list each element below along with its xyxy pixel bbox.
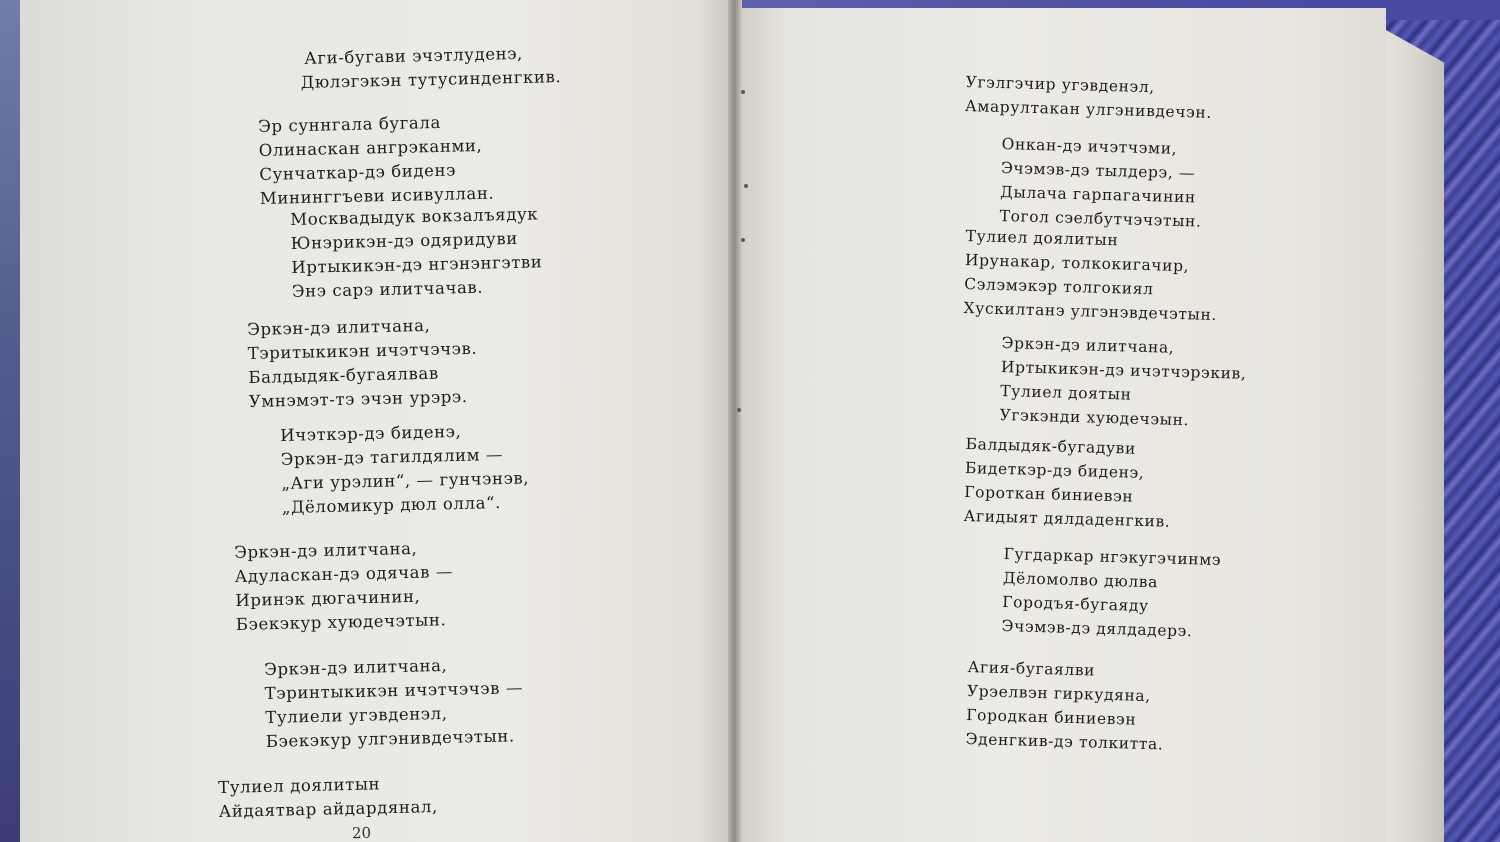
left-stanza-2	[258, 110, 495, 211]
left-stanza-4	[247, 313, 479, 414]
verse-line: Москвадыдук вокзалъядук	[290, 204, 539, 229]
verse-line: Ирунакар, толкокигачир,	[964, 250, 1190, 276]
verse-line: Иртыкикэн-дэ нгэнэнгэтви	[291, 252, 543, 277]
left-stanza-6	[234, 536, 454, 637]
verse-line: Эчэмэв-дэ дялдадерэ.	[1001, 616, 1193, 641]
verse-line: Городкан биниевэн	[966, 705, 1137, 729]
verse-line: Дёломолво дюлва	[1002, 568, 1159, 592]
verse-line: Балдыдяк-бугаялвав	[248, 363, 439, 387]
right-stanza-1	[965, 70, 1213, 125]
verse-line: Дюлэгэкэн тутусинденгкив.	[300, 67, 562, 92]
verse-line: „Аги урэлин“, — гунчэнэв,	[281, 468, 530, 493]
binding-thread	[737, 408, 741, 412]
verse-line: Умнэмэт-тэ эчэн урэрэ.	[248, 387, 468, 411]
verse-line: Тулиел доялитын	[965, 226, 1119, 250]
right-stanza-4	[999, 331, 1247, 434]
left-stanza-7	[264, 652, 524, 754]
verse-line: Олинаскан ангрэканми,	[258, 135, 483, 160]
verse-line: Городъя-бугаяду	[1002, 592, 1150, 616]
page-stack-edge	[1386, 30, 1444, 842]
verse-line: Эденгкив-дэ толкитта.	[965, 729, 1164, 754]
verse-line: Угэкэнди хуюдечэын.	[999, 405, 1190, 430]
verse-line: Иринэк дюгачинин,	[235, 586, 421, 610]
book-gutter	[728, 0, 742, 842]
right-stanza-5	[963, 432, 1172, 534]
verse-line: Сэлэмэкэр толгокиял	[964, 274, 1154, 299]
verse-line: Эркэн-дэ илитчана,	[1001, 333, 1175, 357]
verse-line: Мининггъеви исивуллан.	[259, 183, 495, 208]
verse-line: Угэлгэчир угэвденэл,	[965, 72, 1156, 97]
verse-line: Дылача гарпагачинин	[1000, 182, 1197, 207]
verse-line: Эчэмэв-дэ тылдерэ, —	[1000, 158, 1196, 183]
verse-line: Иртыкикэн-дэ ичэтчэрэкив,	[1000, 357, 1247, 383]
verse-line: Тулиели угэвденэл,	[265, 703, 448, 727]
verse-line: Бэекэкур улгэнивдечэтын.	[265, 726, 515, 751]
left-stanza-1	[300, 41, 562, 95]
verse-line: Амарултакан улгэнивдечэн.	[964, 96, 1213, 122]
left-stanza-8	[218, 771, 438, 824]
right-stanza-7	[965, 655, 1165, 756]
binding-thread	[744, 184, 748, 188]
verse-line: Балдыдяк-бугадуви	[965, 434, 1137, 458]
verse-line: Тэритыкикэн ичэтчэчэв.	[247, 338, 478, 363]
verse-line: Агидыят дялдаденгкив.	[963, 506, 1171, 531]
right-stanza-3	[963, 224, 1219, 327]
verse-line: Гугдаркар нгэкугэчинмэ	[1003, 544, 1222, 570]
verse-line: „Дёломикур дюл олла“.	[281, 493, 502, 517]
verse-line: Тулиел доятын	[1000, 381, 1132, 404]
verse-line: Тулиел доялитын	[218, 774, 381, 797]
verse-line: Адуласкан-дэ одячав —	[234, 562, 454, 586]
verse-line: Энэ сарэ илитчачав.	[291, 277, 484, 301]
verse-line: Айдаятвар айдардянал,	[218, 797, 439, 821]
verse-line: Аги-бугави эчэтлуденэ,	[304, 43, 524, 68]
right-stanza-6	[1001, 542, 1221, 644]
verse-line: Юнэрикэн-дэ одяридуви	[290, 228, 519, 253]
desk-background	[0, 0, 20, 842]
verse-line: Эркэн-дэ илитчана,	[234, 538, 418, 562]
verse-line: Бидеткэр-дэ биденэ,	[964, 458, 1145, 482]
verse-line: Эркэн-дэ тагилдялим —	[280, 444, 504, 469]
verse-line: Хускилтанэ улгэнэвдечэтын.	[963, 298, 1218, 325]
binding-thread	[741, 90, 745, 94]
verse-line: Агия-бугаялви	[967, 657, 1096, 680]
verse-line: Тогол сэелбутчэчэтын.	[999, 206, 1202, 231]
verse-line: Онкан-дэ ичэтчэми,	[1001, 134, 1178, 158]
verse-line: Тэринтыкикэн ичэтчэчэв —	[264, 678, 524, 703]
binding-thread	[741, 238, 745, 242]
right-stanza-2	[999, 132, 1204, 234]
verse-line: Урэелвэн гиркудяна,	[966, 681, 1152, 706]
page-number: 20	[351, 823, 372, 842]
left-stanza-3	[290, 202, 543, 304]
verse-line: Эр суннгала бугала	[258, 112, 442, 136]
left-stanza-5	[280, 418, 530, 520]
verse-line: Бэекэкур хуюдечэтын.	[235, 610, 447, 634]
verse-line: Эркэн-дэ илитчана,	[247, 315, 431, 339]
verse-line: Сунчаткар-дэ биденэ	[259, 160, 457, 184]
verse-line: Эркэн-дэ илитчана,	[264, 655, 448, 679]
verse-line: Ичэткэр-дэ биденэ,	[280, 421, 462, 445]
verse-line: Гороткан биниевэн	[964, 482, 1134, 506]
